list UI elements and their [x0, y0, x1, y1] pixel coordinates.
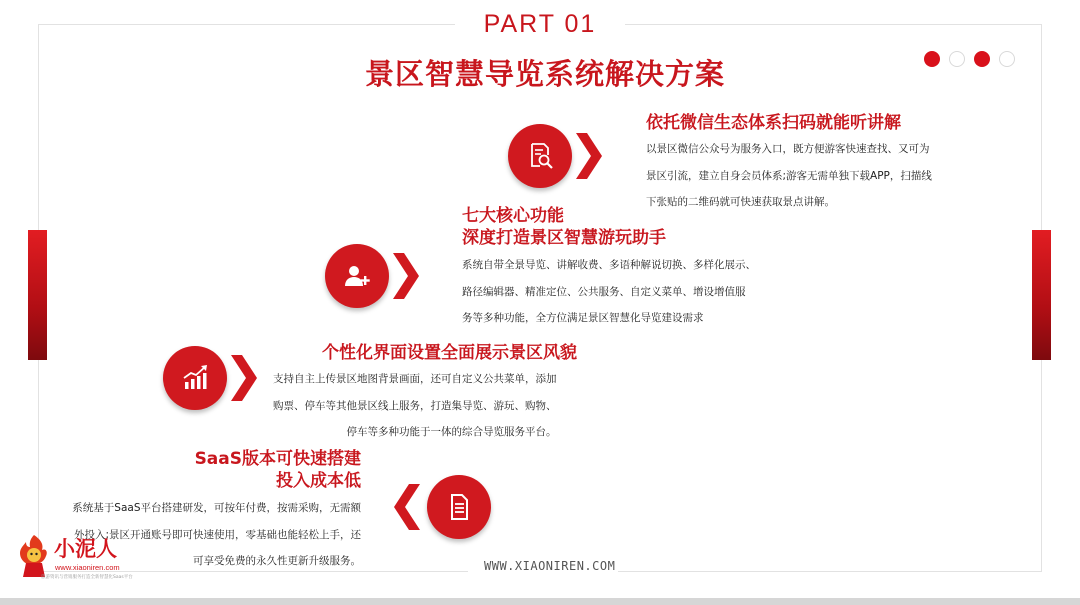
chevron-right-icon — [574, 133, 602, 179]
brand-logo — [16, 533, 146, 583]
section-4-desc-line-3: 可享受免费的永久性更新升级服务。 — [193, 555, 361, 567]
part-label: PART 01 — [483, 10, 597, 38]
logo-name: 小泥人 — [54, 537, 117, 561]
section-1-icon-circle — [508, 124, 572, 188]
add-user-icon — [342, 261, 372, 291]
pager-dot-4[interactable] — [999, 51, 1015, 67]
section-1-description — [646, 136, 932, 216]
logo-site: www.xiaoniren.com — [55, 563, 120, 572]
section-2-desc-line-2: 路径编辑器、精准定位、公共服务、自定义菜单、增设增值服 — [462, 285, 746, 298]
section-2-icon-circle — [325, 244, 389, 308]
section-4-heading-line-1: SaaS版本可快速搭建 — [194, 449, 361, 469]
section-3-desc-line-3: 停车等多种功能于一体的综合导览服务平台。 — [346, 426, 557, 438]
section-3-description — [273, 366, 557, 446]
section-1-desc-line-1: 以景区微信公众号为服务入口，既方便游客快速查找、又可为 — [646, 143, 930, 155]
pager-dot-2[interactable] — [949, 51, 965, 67]
section-1-desc-line-2: 景区引流，建立自身会员体系;游客无需单独下载APP，扫描线 — [646, 169, 932, 182]
pager-dot-3[interactable] — [974, 51, 990, 67]
section-2-heading-line-1: 七大核心功能 — [462, 206, 564, 226]
mascot-logo-icon — [16, 533, 52, 579]
section-4-heading-line-2: 投入成本低 — [276, 471, 361, 491]
chevron-left-icon — [394, 484, 422, 530]
page-title: 景区智慧导览系统解决方案 — [364, 57, 725, 91]
logo-slogan: 旅游资讯与营销服务打造全新智慧化Saas平台 — [41, 575, 133, 580]
document-icon — [444, 492, 474, 522]
section-2-desc-line-1: 系统自带全景导览、讲解收费、多语种解说切换、多样化展示、 — [462, 259, 756, 271]
website-url: WWW.XIAONIREN.COM — [484, 559, 616, 573]
section-2-heading-line-2: 深度打造景区智慧游玩助手 — [462, 228, 666, 248]
section-2-description — [462, 252, 756, 332]
growth-chart-icon — [180, 363, 210, 393]
left-accent-bar — [28, 230, 47, 360]
bottom-band — [0, 598, 1080, 605]
section-4-desc-line-2: 外投入;景区开通账号即可快速使用，零基础也能轻松上手，还 — [73, 528, 361, 541]
section-2-desc-line-3: 务等多种功能，全方位满足景区智慧化导览建设需求 — [462, 312, 704, 324]
chevron-right-icon — [391, 253, 419, 299]
section-2-heading — [462, 205, 666, 249]
section-3-icon-circle — [163, 346, 227, 410]
pager-dot-1[interactable] — [924, 51, 940, 67]
section-4-heading — [195, 448, 361, 492]
right-accent-bar — [1032, 230, 1051, 360]
section-4-desc-line-1: 系统基于SaaS平台搭建研发，可按年付费，按需采购，无需额 — [72, 502, 361, 514]
slide-pager — [924, 51, 1015, 67]
section-3-desc-line-2: 购票、停车等其他景区线上服务，打造集导览、游玩、购物、 — [273, 399, 557, 412]
section-1-desc-line-3: 下张贴的二维码就可快速获取景点讲解。 — [646, 196, 835, 208]
section-4-icon-circle — [427, 475, 491, 539]
section-3-heading-line: 个性化界面设置全面展示景区风貌 — [322, 343, 577, 363]
section-3-heading — [322, 342, 577, 364]
chevron-right-icon — [229, 355, 257, 401]
section-1-heading-line: 依托微信生态体系扫码就能听讲解 — [646, 113, 901, 133]
section-1-heading — [646, 112, 901, 134]
section-3-desc-line-1: 支持自主上传景区地图背景画面，还可自定义公共菜单，添加 — [273, 373, 557, 385]
document-search-icon — [525, 141, 555, 171]
